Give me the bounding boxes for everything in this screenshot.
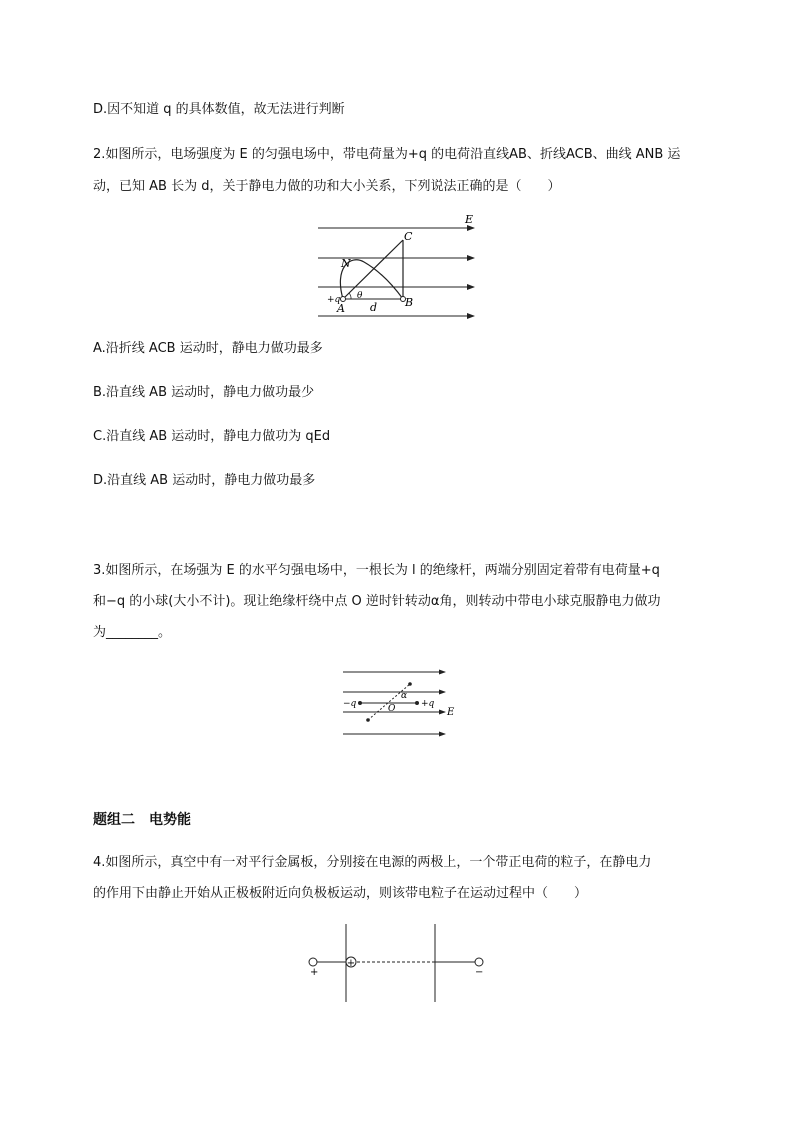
q3-stem-line3: 为________。 bbox=[93, 625, 172, 640]
theta-arc bbox=[349, 293, 351, 299]
q2-option-d: D.沿直线 AB 运动时，静电力做功最多 bbox=[93, 473, 316, 488]
q2-option-c: C.沿直线 AB 运动时，静电力做功为 qEd bbox=[93, 429, 331, 444]
q2-stem-line1: 2.如图所示，电场强度为 E 的匀强电场中，带电荷量为+q 的电荷沿直线AB、折线ACB、曲线 ANB 运 bbox=[93, 147, 681, 162]
label-alpha: α bbox=[401, 691, 408, 701]
label-plus-q: +q bbox=[327, 295, 341, 305]
label-minus-q: −q bbox=[343, 699, 357, 709]
charge-plus-q bbox=[415, 701, 419, 705]
label-a: A bbox=[337, 302, 345, 315]
label-d: d bbox=[370, 301, 378, 314]
point-a bbox=[341, 297, 346, 302]
rod-rotated bbox=[368, 684, 410, 720]
q2-stem-line2: 动，已知 AB 长为 d，关于静电力做的功和大小关系，下列说法正确的是（ ） bbox=[93, 179, 561, 194]
q4-stem-line1: 4.如图所示，真空中有一对平行金属板，分别接在电源的两极上，一个带正电荷的粒子，在静电力 bbox=[93, 855, 652, 870]
q4-stem-line2: 的作用下由静止开始从正极板附近向负极板运动，则该带电粒子在运动过程中（ ） bbox=[93, 886, 588, 901]
label-e: E bbox=[465, 213, 474, 226]
q2-option-a: A.沿折线 ACB 运动时，静电力做功最多 bbox=[93, 341, 323, 356]
label-minus: − bbox=[475, 967, 484, 978]
label-c: C bbox=[404, 230, 413, 243]
label-b: B bbox=[405, 296, 414, 309]
q2-figure bbox=[310, 210, 490, 325]
label-plus-q: +q bbox=[421, 699, 435, 709]
q4-figure bbox=[300, 922, 500, 1004]
label-plus: + bbox=[310, 967, 319, 978]
label-theta: θ bbox=[357, 291, 363, 301]
terminal-negative bbox=[475, 958, 483, 966]
q3-stem-line1: 3.如图所示，在场强为 E 的水平匀强电场中，一根长为 l 的绝缘杆，两端分别固定着带有电荷量+q bbox=[93, 563, 660, 578]
label-e: E bbox=[447, 707, 455, 718]
label-n: N bbox=[341, 257, 351, 270]
rotated-end-2 bbox=[408, 682, 412, 686]
section-title: 题组二 电势能 bbox=[93, 812, 191, 828]
rotated-end-1 bbox=[366, 718, 370, 722]
charge-minus-q bbox=[358, 701, 362, 705]
segment-ac bbox=[343, 240, 403, 299]
q1-option-d: D.因不知道 q 的具体数值，故无法进行判断 bbox=[93, 102, 345, 117]
q3-stem-line2: 和−q 的小球(大小不计)。现让绝缘杆绕中点 O 逆时针转动α角，则转动中带电小球克服静电力做功 bbox=[93, 594, 661, 609]
q2-option-b: B.沿直线 AB 运动时，静电力做功最少 bbox=[93, 385, 315, 400]
q3-figure bbox=[335, 662, 465, 742]
particle-sign: + bbox=[346, 958, 356, 969]
label-o: O bbox=[388, 704, 396, 714]
terminal-positive bbox=[309, 958, 317, 966]
